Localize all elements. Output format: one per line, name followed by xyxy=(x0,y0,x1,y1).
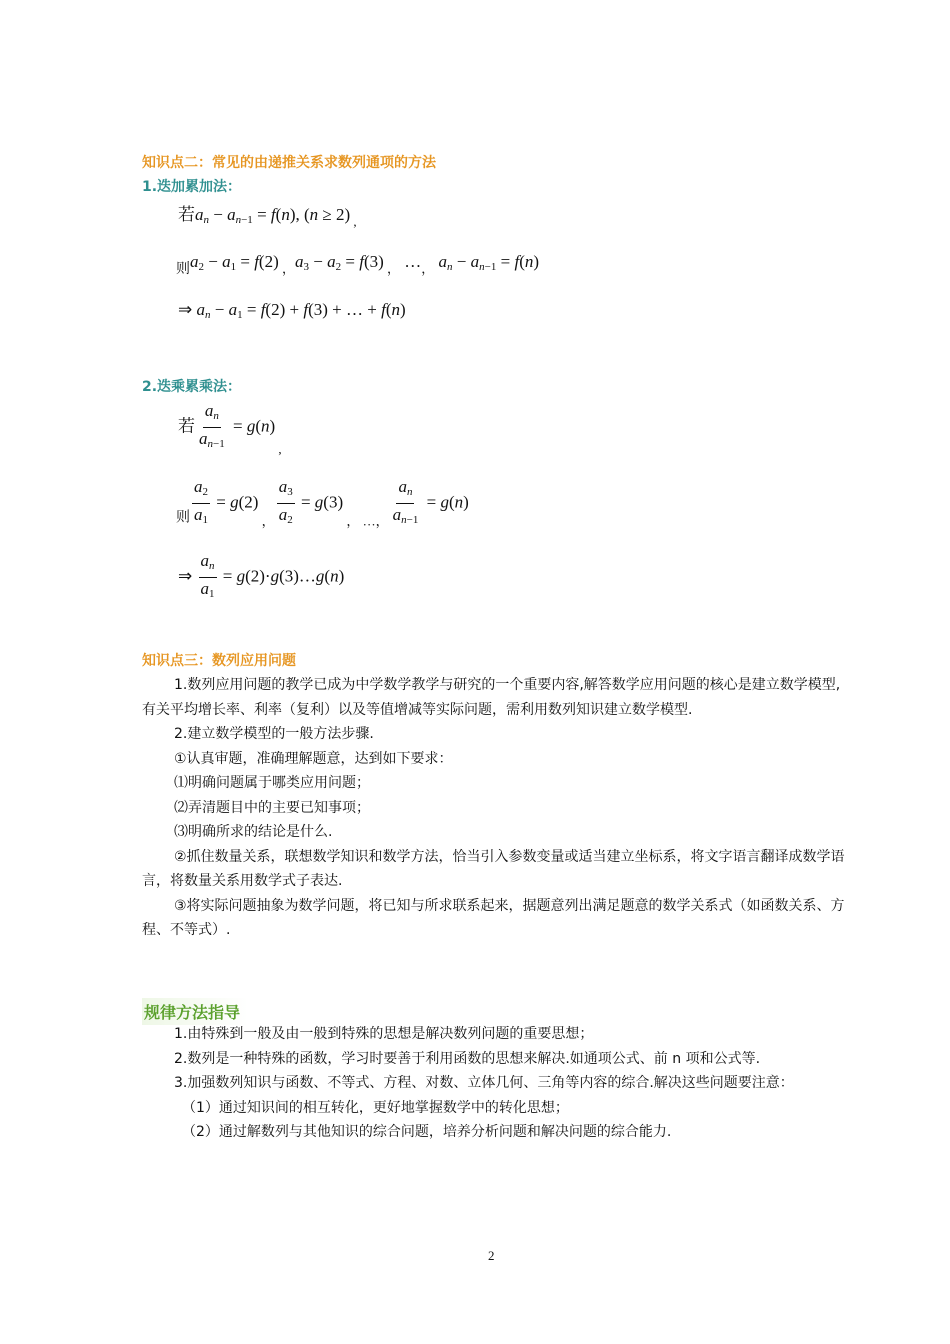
paragraph: ③将实际问题抽象为数学问题，将已知与所求联系起来，据题意列出满足题意的数学关系式（如函数关系、方程、不等式）. xyxy=(142,897,845,938)
formula-additive-condition: 若$a_n - a_{n-1} = f(n)$, (n ≥ 2) $_,$ xyxy=(178,205,357,229)
sub-item: （2）通过解数列与其他知识的综合问题，培养分析问题和解决问题的综合能力. xyxy=(182,1124,672,1140)
formula-additive-result: ⇒ $a_n - a_1 = f(2) + f(3)$ + … + f(n) xyxy=(178,300,406,321)
paragraph: ⑴明确问题属于哪类应用问题； xyxy=(174,775,370,791)
then-word: 则 xyxy=(176,509,190,526)
paragraph: ②抓住数量关系，联想数学知识和数学方法，恰当引入参数变量或适当建立坐标系，将文字语言翻译成数学语言，将数量关系用数学式子表达. xyxy=(142,848,845,889)
paragraph: ⑵弄清题目中的主要已知事项； xyxy=(174,799,370,816)
method-2-heading: 2.迭乘累乘法： xyxy=(142,379,242,395)
formula-multiplicative-steps: $_则$ $\frac{a_2}{a_1}$ = g(2) $_,$ $\frac{a_3}{a_2}$ = g(3) $_{, \dots,}$ $\frac{a_n}{a_{n-1}}$ = g(n) xyxy=(176,477,469,529)
if-word: 若 xyxy=(178,205,195,225)
section-title-3: 知识点三：数列应用问题 xyxy=(142,653,296,669)
then-word: 则 xyxy=(176,261,190,277)
guide-body xyxy=(142,1022,852,1145)
guide-title: 规律方法指导 xyxy=(142,998,248,1025)
formula-multiplicative-condition: 若 $\frac{a_n}{a_{n-1}}$ = g(n) $_,$ xyxy=(178,401,282,457)
if-word: 若 xyxy=(178,416,195,437)
formula-multiplicative-result: ⇒ $\frac{a_n}{a_1}$ = g(2)·g(3)…g(n) xyxy=(178,551,345,600)
section-3-body xyxy=(142,673,852,943)
method-1-heading: 1.迭加累加法： xyxy=(142,179,242,195)
paragraph: 2.数列是一种特殊的函数，学习时要善于利用函数的思想来解决.如通项公式、前 n 项和公式等. xyxy=(174,1050,761,1067)
paragraph: 1.数列应用问题的教学已成为中学数学教学与研究的一个重要内容,解答数学应用问题的核心是建立数学模型,有关平均增长率、利率（复利）以及等值增减等实际问题，需利用数列知识建立数学模型. xyxy=(142,677,841,718)
paragraph: 1.由特殊到一般及由一般到特殊的思想是解决数列问题的重要思想； xyxy=(174,1026,594,1042)
page-number: 2 xyxy=(488,1248,495,1263)
paragraph: ①认真审题，准确理解题意，达到如下要求： xyxy=(174,750,453,767)
formula-additive-steps: $_则a_2 - a_1 = f(2) _,a_3 - a_2 = f(3)$ $_,$ $\dots_,$ $a_n - a_{n-1} = f(n)$ xyxy=(176,252,540,277)
paragraph: 2.建立数学模型的一般方法步骤. xyxy=(174,726,374,742)
paragraph: ⑶明确所求的结论是什么. xyxy=(174,824,333,840)
section-title-2: 知识点二：常见的由递推关系求数列通项的方法 xyxy=(142,155,436,171)
paragraph: 3.加强数列知识与函数、不等式、方程、对数、立体几何、三角等内容的综合.解决这些问题要注意： xyxy=(174,1075,794,1091)
sub-item: （1）通过知识间的相互转化，更好地掌握数学中的转化思想； xyxy=(182,1099,569,1116)
